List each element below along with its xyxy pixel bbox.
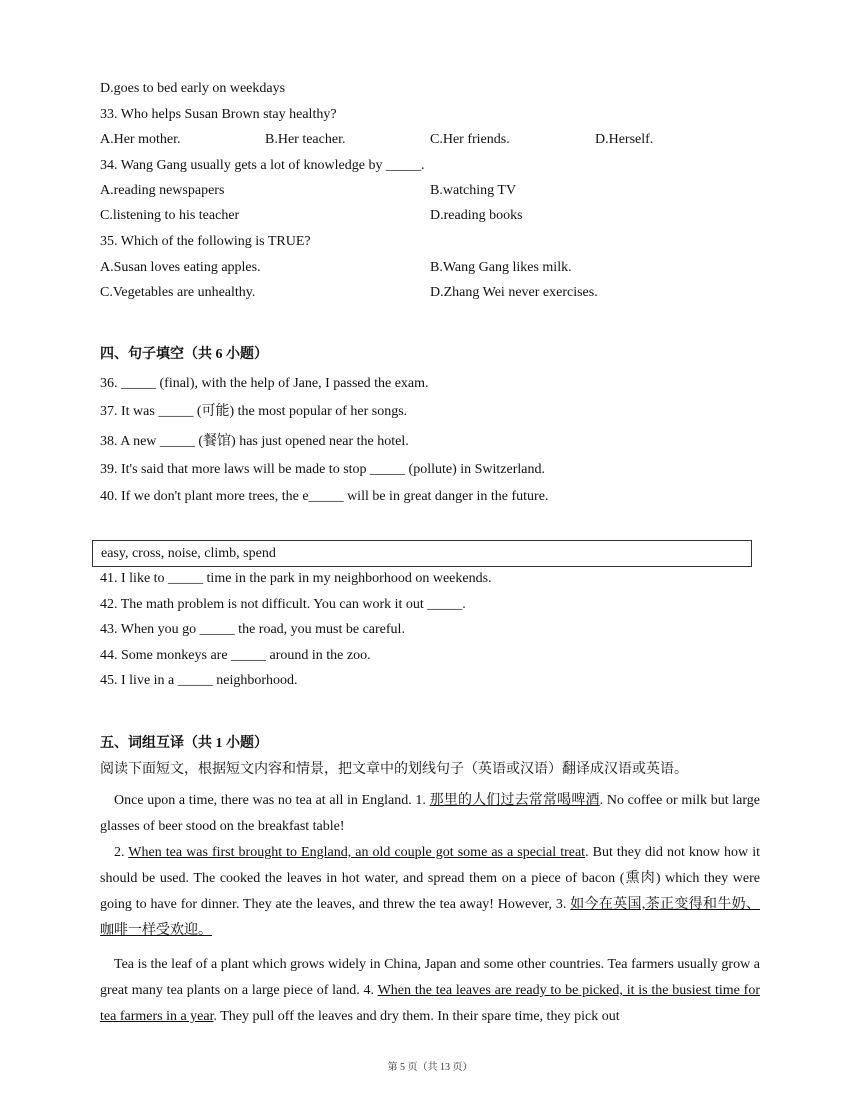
underlined-sentence-2: When tea was first brought to England, an old couple got some as a special treat	[128, 845, 586, 860]
question-43: 43. When you go _____ the road, you must be careful.	[100, 622, 405, 637]
question-42: 42. The math problem is not difficult. You can work it out _____.	[100, 597, 466, 612]
q33-question: 33. Who helps Susan Brown stay healthy?	[100, 107, 337, 122]
q33-option-b: B.Her teacher.	[265, 132, 346, 147]
p2-text-b: . But they did not know how it should be used. The cooked the leaves in hot water, and spread them on a piece of bacon (熏肉) which they were going to have for dinner. They ate the leaves, and threw the tea away! However, 3.	[100, 845, 760, 912]
q35-option-c: C.Vegetables are unhealthy.	[100, 285, 256, 300]
p2-text-a: 2.	[114, 845, 129, 860]
q34-option-a: A.reading newspapers	[100, 183, 225, 198]
q34-options-row2	[100, 207, 760, 225]
q33-options	[100, 131, 760, 149]
question-44: 44. Some monkeys are _____ around in the zoo.	[100, 648, 371, 663]
question-41: 41. I like to _____ time in the park in my neighborhood on weekends.	[100, 571, 492, 586]
p1-text-a: Once upon a time, there was no tea at all in England. 1.	[114, 793, 430, 808]
q33-option-a: A.Her mother.	[100, 132, 181, 147]
question-39: 39. It's said that more laws will be made to stop _____ (pollute) in Switzerland.	[100, 462, 545, 477]
q35-options-row2	[100, 284, 760, 302]
question-40: 40. If we don't plant more trees, the e_____ will be in great danger in the future.	[100, 489, 549, 504]
question-37: 37. It was _____ (可能) the most popular of her songs.	[100, 404, 408, 419]
section5-title: 五、词组互译（共 1 小题）	[100, 736, 268, 751]
q34-option-c: C.listening to his teacher	[100, 208, 240, 223]
q34-option-b: B.watching TV	[430, 183, 517, 198]
section5-instruction: 阅读下面短文，根据短文内容和情景，把文章中的划线句子（英语或汉语）翻译成汉语或英语。	[100, 762, 688, 777]
q35-option-d: D.Zhang Wei never exercises.	[430, 285, 598, 300]
page-footer: 第 5 页（共 13 页）	[387, 1062, 473, 1073]
q34-option-d: D.reading books	[430, 208, 523, 223]
p3-text-a: Tea is the leaf of a plant which grows widely in China, Japan and some other countries. Tea farmers usually grow a great many tea plants on a large piece of land. 4.	[100, 957, 760, 998]
q33-option-c: C.Her friends.	[430, 132, 510, 147]
q32-option-d: D.goes to bed early on weekdays	[100, 81, 286, 96]
passage-paragraph-3	[100, 952, 760, 1030]
question-36: 36. _____ (final), with the help of Jane, I passed the exam.	[100, 376, 429, 391]
underlined-sentence-3: 如今在英国,茶正变得和牛奶、咖啡一样受欢迎。	[100, 897, 761, 938]
q35-option-a: A.Susan loves eating apples.	[100, 260, 261, 275]
underlined-sentence-4: When the tea leaves are ready to be picked, it is the busiest time for tea farmers in a year	[100, 983, 760, 1024]
q35-option-b: B.Wang Gang likes milk.	[430, 260, 572, 275]
passage-paragraph-1	[100, 788, 760, 840]
question-38: 38. A new _____ (餐馆) has just opened near the hotel.	[100, 434, 409, 449]
word-bank-box: easy, cross, noise, climb, spend	[92, 540, 752, 567]
p1-text-b: . No coffee or milk but large glasses of beer stood on the breakfast table!	[100, 793, 760, 834]
p3-text-b: . They pull off the leaves and dry them. In their spare time, they pick out	[213, 1009, 620, 1024]
underlined-sentence-1: 那里的人们过去常常喝啤酒	[429, 793, 600, 808]
q34-options-row1	[100, 182, 760, 200]
section4-title: 四、句子填空（共 6 小题）	[100, 347, 268, 362]
q35-question: 35. Which of the following is TRUE?	[100, 234, 311, 249]
q35-options-row1	[100, 259, 760, 277]
passage-paragraph-2	[100, 840, 760, 944]
question-45: 45. I live in a _____ neighborhood.	[100, 673, 298, 688]
q34-question: 34. Wang Gang usually gets a lot of knowledge by _____.	[100, 158, 425, 173]
q33-option-d: D.Herself.	[595, 132, 654, 147]
